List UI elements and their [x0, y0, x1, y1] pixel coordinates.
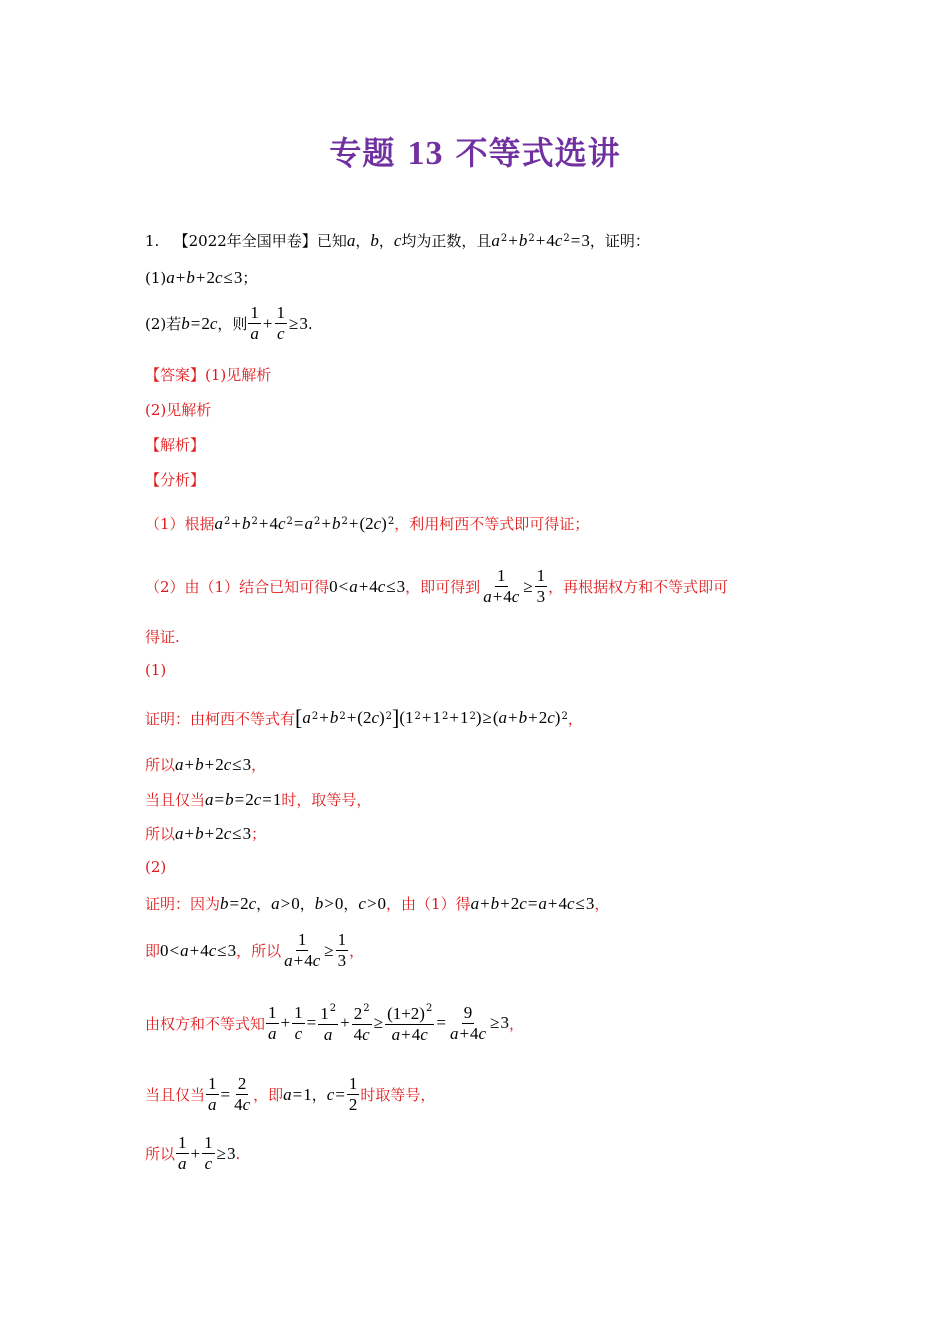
- title-number: 13: [407, 135, 444, 172]
- proof-text: 证明：因为: [145, 895, 221, 913]
- title-prefix: 专题: [329, 134, 396, 172]
- analysis-text: ，利用柯西不等式即可得证；: [394, 515, 590, 533]
- analysis-line-3: [145, 626, 180, 647]
- jiexi-tag: [145, 434, 205, 455]
- proof-text: 时取等号，: [360, 1086, 436, 1104]
- answer-line-1: [145, 364, 271, 385]
- proof-1-line-2: 所以 a + b + 2 c ≤ 3 ，: [145, 754, 267, 774]
- answer-tag: 【答案】: [145, 366, 206, 384]
- question-part-1: (1) a + b + 2 c ≤ 3 ；: [145, 267, 258, 287]
- proof-text: 当且仅当: [145, 791, 206, 809]
- proof-2-line-2: 即 0 < a + 4 c ≤ 3 ，所以 $\frac{1}{a+4c}$ ≥ $\frac{1}{3}$ ，: [145, 930, 365, 970]
- analysis-text: （2）由（1）结合已知可得: [145, 578, 330, 596]
- fenxi-tag: [145, 469, 205, 490]
- proof-text: ，所以: [236, 942, 282, 960]
- answer-line-2: [145, 399, 211, 420]
- analysis-text: （1）根据: [145, 515, 215, 533]
- proof-text: 当且仅当: [145, 1086, 206, 1104]
- title-text: 不等式选讲: [455, 134, 621, 172]
- question-source: 【2022年全国甲卷】: [173, 232, 317, 250]
- proof-text: ，由（1）得: [386, 895, 471, 913]
- proof-text: 所以: [145, 1145, 176, 1163]
- part-label: (2): [145, 858, 167, 876]
- proof-text: 证明：由柯西不等式有: [145, 709, 296, 728]
- page-title: [0, 128, 950, 174]
- answer-text: (1)见解析: [205, 366, 272, 384]
- question-text: 已知: [316, 232, 347, 250]
- analysis-line-1: （1）根据 a $^2$ + b $^2$ + 4 c $^2$ = a $^2$ + b $^2$ + (2 c ) $^2$ ，利用柯西不等式即可得证；: [145, 513, 590, 533]
- answer-text: (2)见解析: [145, 401, 212, 419]
- part-label: (1): [145, 661, 167, 679]
- question-number: 1.: [145, 231, 160, 250]
- question-text: 均为正数，且: [401, 232, 492, 250]
- proof-1-line-1: 证明：由柯西不等式有 [ a $^2$ + b $^2$ + (2 c ) $^2$ ] (1 $^2$ + 1 $^2$ + 1 $^2$ ) ≥ ( a + b + 2 c ) $^2$ ，: [145, 705, 583, 730]
- proof-1-line-3: 当且仅当 a = b = 2 c = 1 时，取等号，: [145, 789, 372, 809]
- proof-2-line-3: 由权方和不等式知 $\frac{1}{a}$ + $\frac{1}{c}$ = $\frac{1^2}{a}$ + $\frac{2^2}{4c}$ ≥ $\frac{(1+2)^2}{a+4c}$ = $\frac{9}{a+4c}$ ≥ 3 ，: [145, 1002, 524, 1044]
- proof-text: 由权方和不等式知: [145, 1014, 266, 1033]
- proof-text: 时，取等号，: [281, 791, 372, 809]
- section-tag: 【解析】: [145, 436, 206, 454]
- question-stem: 1. 【2022年全国甲卷】 已知 a ， b ， c 均为正数，且 a $^2$ + b $^2$ + 4 c $^2$ = 3 ，证明：: [145, 230, 650, 250]
- proof-2-line-4: 当且仅当 $\frac{1}{a}$ = $\frac{2}{4c}$ ，即 a = 1 ， c = $\frac{1}{2}$ 时取等号，: [145, 1074, 436, 1114]
- proof-text: 所以: [145, 756, 176, 774]
- section-tag: 【分析】: [145, 471, 206, 489]
- question-text: 若: [166, 315, 182, 333]
- proof-1-line-4: 所以 a + b + 2 c ≤ 3 ；: [145, 823, 267, 843]
- proof-2-line-5: 所以 $\frac{1}{a}$ + $\frac{1}{c}$ ≥ 3 .: [145, 1133, 241, 1173]
- question-text: ，则: [217, 315, 248, 333]
- part-label: (2): [145, 314, 167, 333]
- proof-2-line-1: 证明：因为 b = 2 c ， a > 0 ， b > 0 ， c > 0 ，由（1）得 a + b + 2 c = a + 4 c ≤ 3 ，: [145, 893, 610, 913]
- proof-text: ，即: [253, 1086, 284, 1104]
- question-text: ，证明：: [589, 232, 650, 250]
- analysis-text: ，再根据权方和不等式即可: [548, 578, 729, 596]
- part-label: (1): [145, 268, 167, 287]
- question-part-2: (2) 若 b = 2 c ，则 $\frac{1}{a}$ + $\frac{1}{c}$ ≥ 3 .: [145, 303, 313, 343]
- proof-text: 所以: [145, 825, 176, 843]
- proof-2-label: [145, 858, 166, 876]
- proof-text: 即: [145, 942, 161, 960]
- proof-1-label: [145, 661, 166, 679]
- analysis-text: 得证.: [145, 628, 180, 646]
- analysis-text: ，即可得到: [405, 578, 481, 596]
- analysis-line-2: （2）由（1）结合已知可得 0 < a + 4 c ≤ 3 ，即可得到 $\frac{1}{a+4c}$ ≥ $\frac{1}{3}$ ，再根据权方和不等式即可: [145, 566, 729, 606]
